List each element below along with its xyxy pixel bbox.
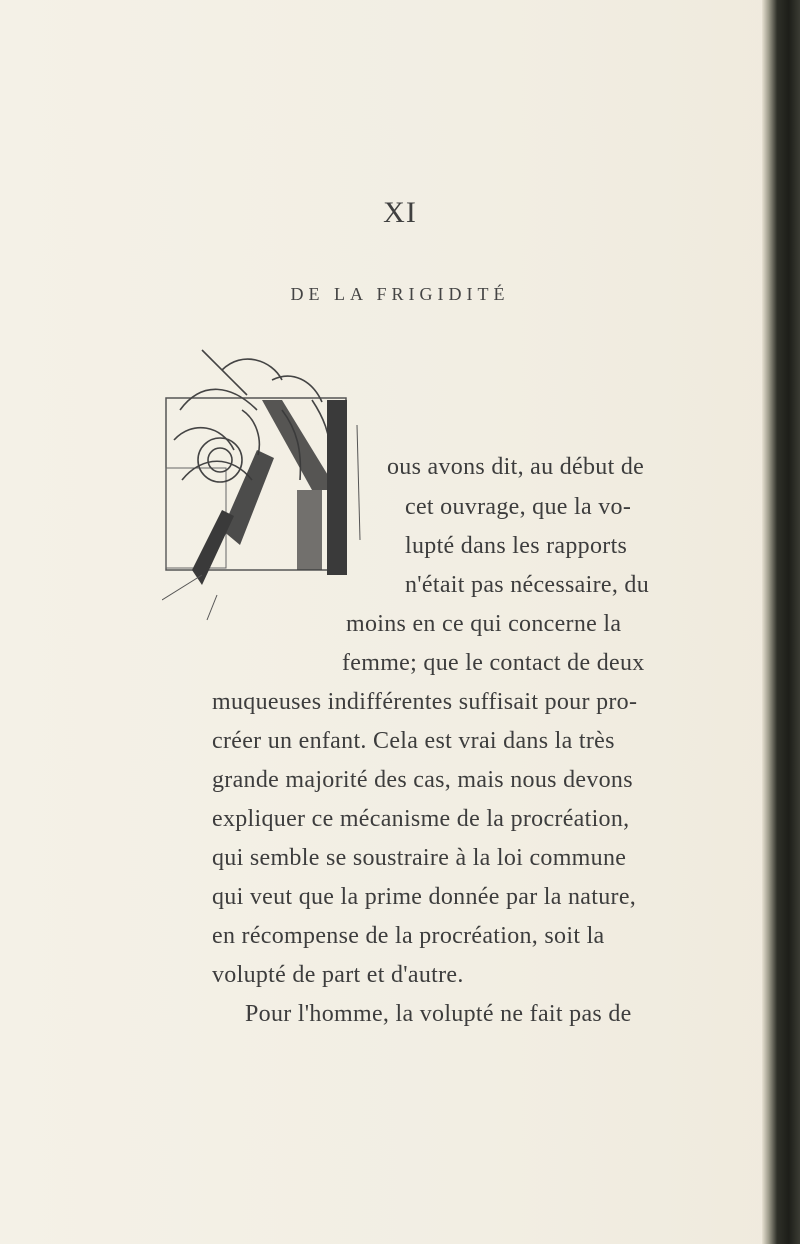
text-line: qui semble se soustraire à la loi commune <box>212 845 627 871</box>
text-line: Pour l'homme, la volupté ne fait pas de <box>245 1001 632 1027</box>
text-line: lupté dans les rapports <box>405 533 628 559</box>
chapter-title: DE LA FRIGIDITÉ <box>290 284 510 304</box>
text-line: expliquer ce mécanisme de la procréation, <box>212 806 630 832</box>
text-line: qui veut que la prime donnée par la nature, <box>212 884 637 910</box>
text-line: en récompense de la procréation, soit la <box>212 923 605 949</box>
text-line: muqueuses indifférentes suffisait pour pro- <box>212 689 638 715</box>
text-line: volupté de part et d'autre. <box>212 962 464 988</box>
text-line: grande majorité des cas, mais nous devons <box>212 767 633 793</box>
text-line: femme; que le contact de deux <box>342 650 645 676</box>
page-binding-edge <box>762 0 800 1244</box>
text-line: moins en ce qui concerne la <box>346 611 622 637</box>
text-line: ous avons dit, au début de <box>387 454 645 480</box>
chapter-number: XI <box>383 196 417 229</box>
text-line: cet ouvrage, que la vo- <box>405 494 632 520</box>
text-line: n'était pas nécessaire, du <box>405 572 650 598</box>
text-line: créer un enfant. Cela est vrai dans la très <box>212 728 615 754</box>
